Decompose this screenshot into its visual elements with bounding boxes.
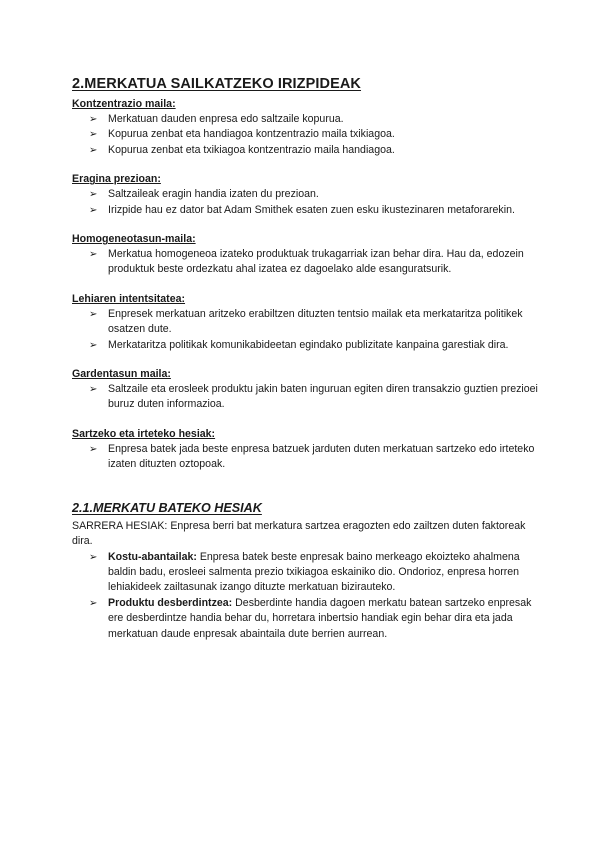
bullet-list [72,550,542,642]
section-gardentasun [72,367,542,413]
document-page [72,74,542,642]
section-kontzentrazio [72,97,542,158]
arrow-bullet-icon: ➢ [89,204,98,216]
section-heading: Kontzentrazio maila: [72,98,176,110]
bullet-list [72,247,542,278]
list-item: ➢ Enpresek merkatuan aritzeko erabiltzen dituzten tentsio mailak eta merkataritza politikek osatzen dute. [89,307,523,336]
section-lehiaren [72,292,542,353]
section-sartzeko [72,427,542,473]
arrow-bullet-icon: ➢ [89,551,98,563]
arrow-bullet-icon: ➢ [89,339,98,351]
bullet-list [72,112,542,158]
section-heading: Homogeneotasun-maila: [72,233,196,246]
list-item: ➢ Kostu-abantailak: Enpresa batek beste enpresak baino merkeago ekoizteko ahalmena baldin badu, erosleei salmenta prezio txikiagoa eskainiko dio. Ondorioz, enpresa horren lehiakideek zailtasunak izango dituzte merkatuan bizirauteko. [89,550,520,594]
arrow-bullet-icon: ➢ [89,129,98,141]
bullet-list [72,382,542,413]
term-label: Produktu desberdintzea: [108,596,233,609]
list-item: ➢ Irizpide hau ez dator bat Adam Smithek esaten zuen esku ikustezinaren metaforarekin. [72,203,542,218]
page-title: 2.MERKATUA SAILKATZEKO IRIZPIDEAK [72,76,362,92]
arrow-bullet-icon: ➢ [89,114,98,125]
term-label: Kostu-abantailak: [108,550,197,563]
list-item: ➢ Kopurua zenbat eta handiagoa kontzentrazio maila txikiagoa. [72,127,542,142]
section-heading: Eragina prezioan: [72,173,161,186]
arrow-bullet-icon: ➢ [89,308,98,320]
subsection-intro: SARRERA HESIAK: Enpresa berri bat merkatura sartzea eragozten edo zailtzen duten faktoreak dira. [72,519,526,548]
subsection-hesiak [72,499,542,642]
list-item: ➢ Saltzaileak eragin handia izaten du prezioan. [72,187,542,202]
arrow-bullet-icon: ➢ [89,443,98,455]
section-heading: Lehiaren intentsitatea: [72,292,186,305]
subsection-title: 2.1.MERKATU BATEKO HESIAK [72,500,262,515]
bullet-list [72,307,542,353]
section-heading: Gardentasun maila: [72,368,171,381]
arrow-bullet-icon: ➢ [89,189,98,201]
section-homogeneotasun [72,232,542,278]
list-item: ➢ Enpresa batek jada beste enpresa batzuek jarduten duten merkatuan sartzeko edo irteteko izaten dituzten oztopoak. [89,442,535,471]
arrow-bullet-icon: ➢ [89,384,98,396]
section-heading: Sartzeko eta irteteko hesiak: [72,427,216,440]
list-item: ➢ Merkatuan dauden enpresa edo saltzaile kopurua. [72,112,542,127]
arrow-bullet-icon: ➢ [89,597,98,609]
arrow-bullet-icon: ➢ [89,144,98,156]
list-item: ➢ Produktu desberdintzea: Desberdinte handia dagoen merkatu batean sartzeko enpresak ere desberdintze handia behar du, horretara inbertsio handiak egin behar dira eta jada merkatuan daude enpresak abaintaila dute berrien aurrean. [89,596,532,640]
list-item: ➢ Saltzaile eta erosleek produktu jakin baten inguruan egiten diren transakzio guztien prezioei buruz duten informazioa. [89,383,538,411]
arrow-bullet-icon: ➢ [89,249,98,261]
list-item: ➢ Merkataritza politikak komunikabideetan egindako publizitate kanpaina garestiak dira. [72,338,542,353]
list-item: ➢ Merkatua homogeneoa izateko produktuak trukagarriak izan behar dira. Hau da, edozein produktuk beste ordezkatu ahal izatea ez dagoelako alde esanguratsurik. [89,248,524,276]
section-eragina [72,172,542,218]
bullet-list [72,187,542,218]
list-item: ➢ Kopurua zenbat eta txikiagoa kontzentrazio maila handiagoa. [72,143,542,158]
bullet-list [72,442,542,473]
